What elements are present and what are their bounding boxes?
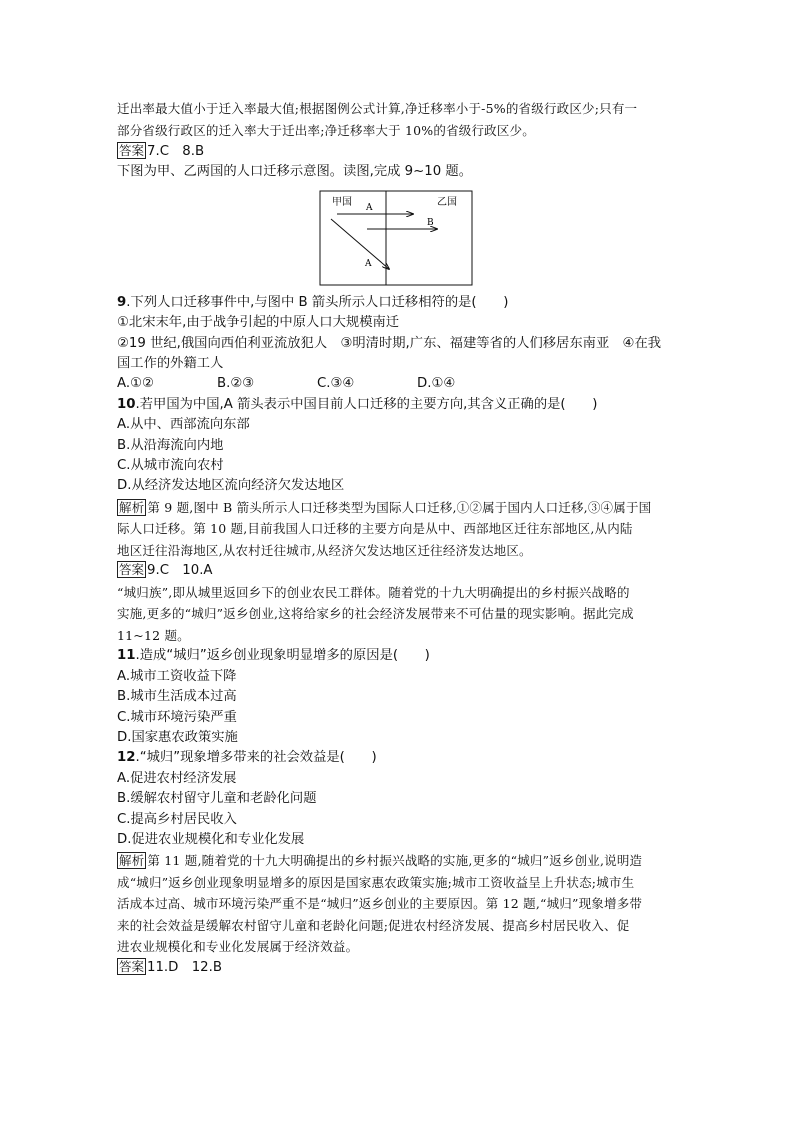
question-item: 国工作的外籍工人 <box>117 356 224 372</box>
option-c: C.提高乡村居民收入 <box>117 811 237 827</box>
question-item: ①北宋末年,由于战争引起的中原人口大规模南迁 <box>117 315 400 331</box>
question-stem <box>117 395 683 415</box>
text-line: 际人口迁移。第 10 题,目前我国人口迁移的主要方向是从中、西部地区迁往东部地区,从内陆 <box>117 521 633 537</box>
text-line: 11~12 题。 <box>117 627 190 643</box>
option-a: A.促进农村经济发展 <box>117 770 237 786</box>
label-arrow-a-diag: A <box>365 258 372 269</box>
option-d: D.①④ <box>417 376 456 392</box>
analysis-tag: 解析 <box>119 853 145 869</box>
option-c: C.从城市流向农村 <box>117 458 224 474</box>
question-11 <box>117 646 683 748</box>
arrow-a-diagonal <box>331 219 389 269</box>
question-stem <box>117 646 683 666</box>
answer-text: 9.C 10.A <box>147 563 213 579</box>
option-a: A.①② <box>117 376 154 392</box>
question-10 <box>117 395 683 497</box>
option-c: C.③④ <box>317 376 355 392</box>
label-country-right: 乙国 <box>437 196 457 208</box>
question-12 <box>117 748 683 850</box>
migration-figure <box>117 183 683 293</box>
label-arrow-b: B <box>427 217 434 228</box>
answer-7-8 <box>117 142 683 162</box>
analysis-tag: 解析 <box>119 499 145 515</box>
text-line: 迁出率最大值小于迁入率最大值;根据图例公式计算,净迁移率小于-5%的省级行政区少;只有一 <box>117 101 638 116</box>
label-arrow-a-top: A <box>366 202 373 213</box>
analysis-11-12 <box>117 850 683 958</box>
option-b: B.缓解农村留守儿童和老龄化问题 <box>117 791 317 807</box>
document-page <box>117 98 683 978</box>
question-item: ②19 世纪,俄国向西伯利亚流放犯人 ③明清时期,广东、福建等省的人们移居东南亚 ④在我 <box>117 335 662 351</box>
question-text: .“城归”现象增多带来的社会效益是( ) <box>135 750 377 766</box>
option-a: A.从中、西部流向东部 <box>117 417 250 433</box>
text-line: 成“城归”返乡创业现象明显增多的原因是国家惠农政策实施;城市工资收益呈上升状态;城市生 <box>117 874 635 890</box>
answer-tag: 答案 <box>119 562 145 578</box>
answer-tag: 答案 <box>119 143 145 158</box>
intro-11-12 <box>117 582 683 647</box>
options-row <box>117 374 683 394</box>
analysis-9-10 <box>117 497 683 562</box>
answer-text: 7.C 8.B <box>147 144 205 159</box>
text-line: 活成本过高、城市环境污染严重不是“城归”返乡创业的主要原因。第 12 题,“城归”现象增多带 <box>117 896 643 912</box>
question-text: .下列人口迁移事件中,与图中 B 箭头所示人口迁移相符的是( ) <box>126 294 509 310</box>
migration-diagram <box>117 183 683 293</box>
answer-9-10 <box>117 561 683 581</box>
text-line <box>117 497 683 519</box>
label-country-left: 甲国 <box>332 196 352 208</box>
intro-9-10: 下图为甲、乙两国的人口迁移示意图。读图,完成 9~10 题。 <box>117 164 473 180</box>
question-number: 10 <box>117 396 136 412</box>
question-stem <box>117 293 683 313</box>
option-c: C.城市环境污染严重 <box>117 709 237 725</box>
option-b: B.城市生活成本过高 <box>117 689 237 705</box>
explanation-continued <box>117 98 683 141</box>
answer-tag: 答案 <box>119 958 145 974</box>
text-line <box>117 850 683 872</box>
option-d: D.从经济发达地区流向经济欠发达地区 <box>117 478 345 494</box>
question-stem <box>117 748 683 768</box>
text-line: 来的社会效益是缓解农村留守儿童和老龄化问题;促进农村经济发展、提高乡村居民收入、促 <box>117 917 630 933</box>
answer-11-12 <box>117 958 683 978</box>
answer-text: 11.D 12.B <box>147 959 222 975</box>
option-b: B.②③ <box>217 376 255 392</box>
option-a: A.城市工资收益下降 <box>117 668 237 684</box>
text-line: 实施,更多的“城归”返乡创业,这将给家乡的社会经济发展带来不可估量的现实影响。据此完成 <box>117 606 634 622</box>
analysis-text: 第 9 题,图中 B 箭头所示人口迁移类型为国际人口迁移,①②属于国内人口迁移,③④属于国 <box>147 499 652 515</box>
question-text: .若甲国为中国,A 箭头表示中国目前人口迁移的主要方向,其含义正确的是( ) <box>135 396 598 412</box>
option-d: D.国家惠农政策实施 <box>117 729 238 745</box>
question-9 <box>117 293 683 395</box>
option-d: D.促进农业规模化和专业化发展 <box>117 831 305 847</box>
text-line: 进农业规模化和专业化发展属于经济效益。 <box>117 939 359 955</box>
question-number: 11 <box>117 648 136 664</box>
question-text: .造成“城归”返乡创业现象明显增多的原因是( ) <box>135 648 430 664</box>
text-line: “城归族”,即从城里返回乡下的创业农民工群体。随着党的十九大明确提出的乡村振兴战略的 <box>117 584 630 600</box>
text-line: 部分省级行政区的迁入率大于迁出率;净迁移率大于 10%的省级行政区少。 <box>117 122 535 138</box>
text-line: 地区迁往沿海地区,从农村迁往城市,从经济欠发达地区迁往经济发达地区。 <box>117 542 532 558</box>
option-b: B.从沿海流向内地 <box>117 437 224 453</box>
question-number: 12 <box>117 750 136 766</box>
question-number: 9 <box>117 294 127 310</box>
analysis-text: 第 11 题,随着党的十九大明确提出的乡村振兴战略的实施,更多的“城归”返乡创业,说明造 <box>147 853 643 869</box>
